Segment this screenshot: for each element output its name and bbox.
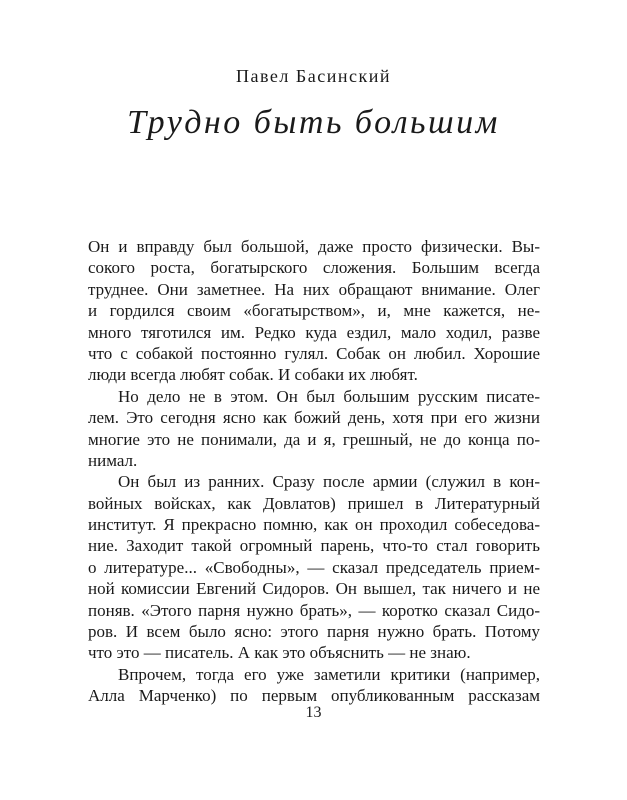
text-line: люди всегда любят собак. И собаки их любят. (88, 365, 418, 385)
author-name: Павел Басинский (236, 66, 391, 86)
text-line: нимал. (88, 450, 138, 470)
page-number: 13 (305, 704, 322, 721)
text-line: ров. И всем было ясно: этого парня нужно брать. Потому (88, 622, 540, 642)
text-line: поняв. «Этого парня нужно брать», — коротко сказал Сидо- (88, 600, 540, 620)
body-text (88, 236, 540, 707)
text-line: ной комиссии Евгений Сидоров. Он вышел, так ничего и не (88, 579, 540, 599)
text-line: многие это не понимали, да и я, грешный, не до конца по- (88, 429, 540, 449)
text-line: что это — писатель. А как это объяснить — не знаю. (88, 643, 471, 663)
text-line: сокого роста, богатырского сложения. Большим всегда (88, 258, 540, 278)
text-line: и гордился своим «богатырством», и, мне кажется, не- (88, 301, 540, 321)
text-line: Алла Марченко) по первым опубликованным рассказам (88, 686, 540, 706)
text-line: войных войсках, как Довлатов) пришел в Литературный (88, 493, 540, 513)
text-line: труднее. Они заметнее. На них обращают внимание. Олег (88, 279, 540, 299)
text-line: ние. Заходит такой огромный парень, что-то стал говорить (88, 536, 540, 556)
text-line: Впрочем, тогда его уже заметили критики (например, (118, 664, 540, 684)
text-line: Он был из ранних. Сразу после армии (служил в кон- (118, 472, 540, 492)
text-line: институт. Я прекрасно помню, как он проходил собеседова- (88, 515, 540, 535)
text-line: много тяготился им. Редко куда ездил, мало ходил, разве (88, 322, 540, 342)
text-line: Но дело не в этом. Он был большим русским писате- (118, 386, 540, 406)
chapter-title: Трудно быть большим (127, 104, 500, 141)
text-line: Он и вправду был большой, даже просто физически. Вы- (88, 237, 540, 256)
text-line: лем. Это сегодня ясно как божий день, хотя при его жизни (88, 408, 540, 428)
text-line: о литературе... «Свободны», — сказал председатель прием- (88, 557, 540, 577)
text-line: что с собакой постоянно гулял. Собак он любил. Хорошие (88, 343, 540, 363)
